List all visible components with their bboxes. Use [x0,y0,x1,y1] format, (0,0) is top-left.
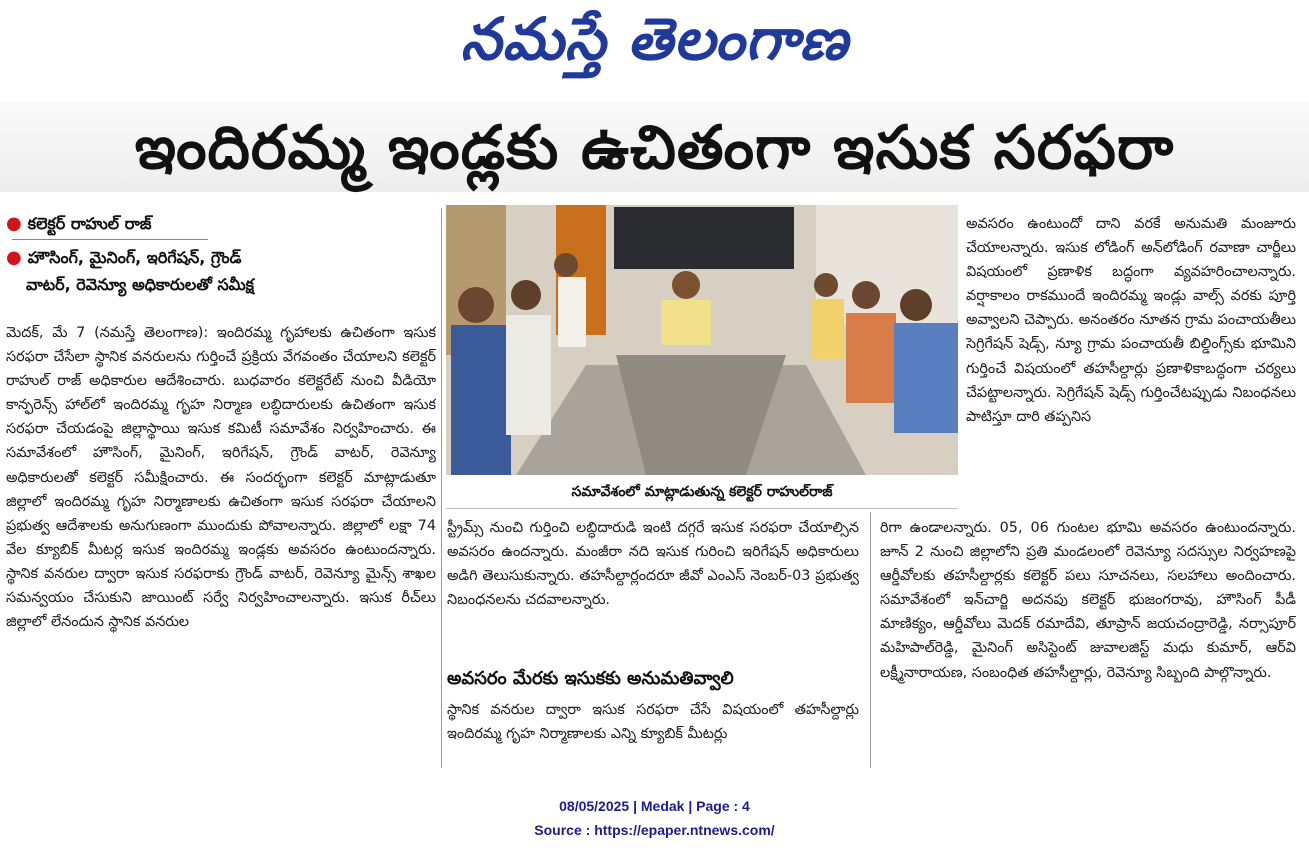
bullet-icon: ● [6,213,22,234]
article-headline: ఇందిరమ్మ ఇండ్లకు ఉచితంగా ఇసుక సరఫరా [134,113,1175,183]
article-column-3: అవసరం ఉంటుందో దాని వరకే అనుమతి మంజూరు చేయాలన్నారు. ఇసుక లోడింగ్ అన్‌లోడింగ్ రవాణా చార్జీలు విషయంలో ప్రణాళిక బద్ధంగా వ్యవహరించాలన్నారు. వర్షాకాలం రాకముందే ఇందిరమ్మ ఇండ్లు వాల్స్ వరకు పూర్తి అవ్వాలని చెప్పారు. అనంతరం నూతన గ్రామ పంచాయతీలు సెగ్రిగేషన్ షెడ్స్, న్యూ గ్రామ పంచాయతీ బిల్డింగ్స్‌కు భూమిని గుర్తించే విషయంలో తహసీల్దార్లు ప్రణాళికాబద్ధంగా చర్యలు చేపట్టాలన్నారు. సెగ్రిగేషన్ షెడ్స్ గుర్తించేటప్పుడు నిబంధనలు పాటిస్తూ దారి తప్పనిస [966,216,1296,425]
article-column-1: మెదక్, మే 7 (నమస్తే తెలంగాణ): ఇందిరమ్మ గృహాలకు ఉచితంగా ఇసుక సరఫరా చేసేలా స్థానిక వనరులను గుర్తించే ప్రక్రియ వేగవంతం చేయాలని కలెక్టర్ రాహుల్ రాజ్ అధికారుల ఆదేశించారు. బుధవారం కలెక్టరేట్ నుంచి వీడియో కాన్ఫరెన్స్ హాల్‌లో ఇందిరమ్మ గృహ నిర్మాణ లబ్ధిదారులకు ఉచితంగా ఇసుక సరఫరా చేయడంపై జిల్లాస్థాయి ఇసుక కమిటీ సమావేశం నిర్వహించారు. ఈ సమావేశంలో హౌసింగ్, మైనింగ్, ఇరిగేషన్, గ్రౌండ్ వాటర్, రెవెన్యూ అధికారులతో కలెక్టర్ సమీక్షించారు. ఈ సందర్భంగా కలెక్టర్ మాట్లాడుతూ జిల్లాలో ఇందిరమ్మ గృహ నిర్మాణాలకు ఉచితంగా ఇసుక సరఫరా చేయాలని ప్రభుత్వ ఆదేశాలకు అనుగుణంగా ముందుకు పోవాలన్నారు. జిల్లాలో లక్షా 74 వేల క్యూబిక్ మీటర్ల ఇసుక ఇందిరమ్మ ఇండ్లకు అవసరం ఉంటుందన్నారు. స్థానిక వనరుల ద్వారా ఇసుక సరఫరాకు గ్రౌండ్ వాటర్, రెవెన్యూ మైన్స్ శాఖల సమన్వయం చేసుకుని జాయింట్ సర్వే నిర్వహించాలన్నారు. ఇసుక రీచ్‌లు జిల్లాలో లేనందున స్థానిక వనరుల [6,325,436,631]
article-column-2: స్ట్రీమ్స్ నుంచి గుర్తించి లబ్ధిదారుడి ఇంటి దగ్గరే ఇసుక సరఫరా చేయాల్సిన అవసరం ఉందన్నారు. మంజీరా నది ఇసుక గురించి ఇరిగేషన్ అధికారులు అడిగి తెలుసుకున్నారు. తహసీల్దార్లందరూ జీవో ఎంఎస్ నెంబర్-03 ప్రభుత్వ నిబంధనలను చదవాలన్నారు. [447,520,859,609]
article-highlights [6,210,436,298]
article-subheading: అవసరం మేరకు ఇసుకకు అనుమతివ్వాలి [447,668,734,689]
highlight-2: ● హౌసింగ్, మైనింగ్, ఇరిగేషన్, గ్రౌండ్ [6,247,242,268]
meeting-photo-illustration [446,205,958,475]
meeting-photo [446,205,958,475]
photo-caption: సమావేశంలో మాట్లాడుతున్న కలెక్టర్ రాహుల్‌రాజ్ [446,476,958,509]
article-column-3-continued: రిగా ఉండాలన్నారు. 05, 06 గుంటల భూమి అవసరం ఉంటుందన్నారు. జూన్ 2 నుంచి జిల్లాలోని ప్రతి మండలంలో రెవెన్యూ సదస్సుల నిర్వహణపై ఆర్డీవోలకు తహసీల్దార్లకు కలెక్టర్ పలు సూచనలు, సలహాలు అందించారు. సమావేశంలో ఇన్‌చార్జి అదనపు కలెక్టర్ భుజంగరావు, హౌసింగ్ పీడీ మాణిక్యం, ఆర్డీవోలు మెదక్ రమాదేవి, తూప్రాన్ జయచంద్రారెడ్డి, నర్సాపూర్ మహిపాల్‌రెడ్డి, మైనింగ్ అసిస్టెంట్ జువాలజిస్ట్ మధు కుమార్, ఆర్‌వి లక్ష్మీనారాయణ, సంబంధిత తహసీల్దార్లు, రెవెన్యూ సిబ్బంది పాల్గొన్నారు. [880,520,1296,681]
footer-date-page: 08/05/2025 | Medak | Page : 4 [559,798,750,814]
column-divider [870,512,871,768]
newspaper-masthead: నమస్తే తెలంగాణ [460,5,849,73]
footer-source-link[interactable]: Source : https://epaper.ntnews.com/ [534,822,775,838]
highlight-divider [12,239,208,240]
highlight-1: ● కలెక్టర్ రాహుల్ రాజ్ [6,213,152,234]
page-footer [0,794,1309,842]
article-column-2-continued: స్థానిక వనరుల ద్వారా ఇసుక సరఫరా చేసే విషయంలో తహసీల్దార్లు ఇందిరమ్మ గృహ నిర్మాణాలకు ఎన్ని క్యూబిక్ మీటర్లు [447,702,859,743]
bullet-icon: ● [6,247,22,268]
highlight-2-continued: వాటర్, రెవెన్యూ అధికారులతో సమీక్ష [26,275,254,294]
column-divider [441,208,442,768]
